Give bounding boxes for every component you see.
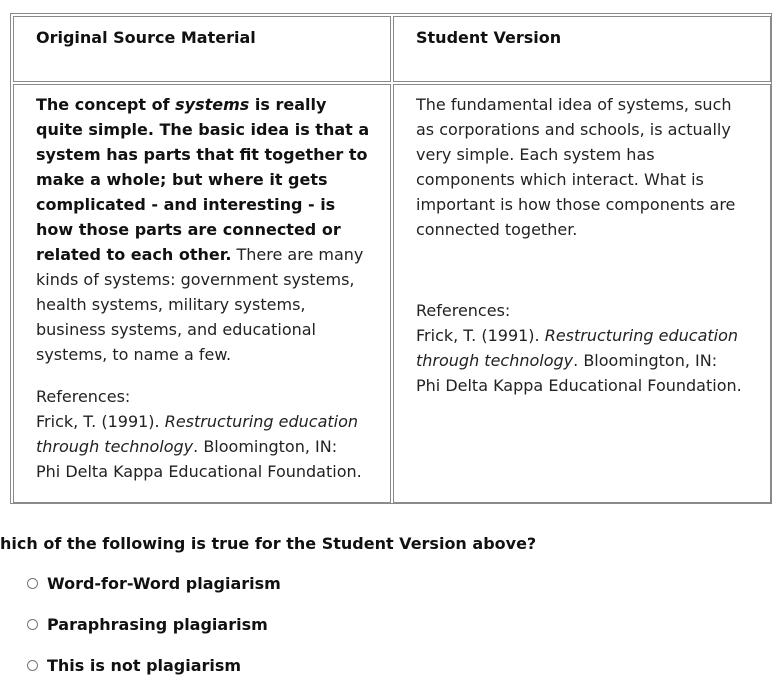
references-label: References: — [416, 301, 511, 320]
original-line — [36, 217, 376, 242]
reference-place: . Bloomington, IN: — [573, 351, 718, 370]
text-segment: how those parts are connected or — [36, 220, 341, 239]
text-segment: health systems, military systems, — [36, 295, 306, 314]
text-segment: is really — [249, 95, 327, 114]
student-line: as corporations and schools, is actually — [416, 120, 731, 139]
text-segment: There are many — [231, 245, 364, 264]
references-label: References: — [36, 387, 131, 406]
student-references — [416, 298, 751, 398]
reference-author: Frick, T. (1991). — [36, 412, 165, 431]
reference-place: . Bloomington, IN: — [193, 437, 338, 456]
student-line: important is how those components are — [416, 195, 736, 214]
reference-line-3: Phi Delta Kappa Educational Foundation. — [416, 376, 742, 395]
option-not-plagiarism[interactable] — [27, 653, 241, 678]
original-line — [36, 242, 376, 267]
student-line: very simple. Each system has — [416, 145, 655, 164]
text-segment: make a whole; but where it gets — [36, 170, 328, 189]
text-segment: system has parts that fit together to — [36, 145, 368, 164]
reference-title-part-2: through technology — [36, 437, 194, 456]
comparison-table — [10, 13, 772, 504]
original-line — [36, 267, 376, 292]
original-line — [36, 117, 376, 142]
text-segment: systems — [175, 95, 250, 114]
option-paraphrasing[interactable] — [27, 612, 268, 637]
reference-title-part-1: Restructuring education — [164, 412, 359, 431]
student-line: connected together. — [416, 220, 578, 239]
option-label[interactable]: This is not plagiarism — [47, 656, 242, 675]
original-line — [36, 167, 376, 192]
option-label[interactable]: Word-for-Word plagiarism — [47, 574, 281, 593]
reference-line-2 — [36, 434, 376, 459]
original-paragraph — [36, 92, 376, 367]
header-cell-student — [393, 16, 771, 82]
student-line: components which interact. What is — [416, 170, 704, 189]
original-line — [36, 317, 376, 342]
option-word-for-word[interactable] — [27, 571, 281, 596]
text-segment: The concept of — [36, 95, 176, 114]
original-source-cell — [13, 84, 391, 503]
student-version-cell — [393, 84, 771, 503]
reference-title-part-1: Restructuring education — [544, 326, 739, 345]
original-line — [36, 342, 376, 367]
original-line — [36, 292, 376, 317]
original-line — [36, 192, 376, 217]
header-cell-original — [13, 16, 391, 82]
reference-author: Frick, T. (1991). — [416, 326, 545, 345]
student-version-text — [416, 92, 751, 398]
text-segment: complicated - and interesting - is — [36, 195, 336, 214]
original-references — [36, 384, 376, 484]
radio-button[interactable] — [27, 619, 38, 630]
original-source-text — [36, 92, 376, 484]
question-prompt: hich of the following is true for the Student Version above? — [0, 534, 537, 553]
radio-button[interactable] — [27, 578, 38, 589]
original-line — [36, 92, 376, 117]
text-segment: quite simple. The basic idea is that a — [36, 120, 370, 139]
original-line — [36, 142, 376, 167]
header-original: Original Source Material — [36, 28, 256, 47]
text-segment: systems, to name a few. — [36, 345, 232, 364]
radio-button[interactable] — [27, 660, 38, 671]
reference-title-part-2: through technology — [416, 351, 574, 370]
reference-line-2 — [416, 348, 751, 373]
reference-line-3: Phi Delta Kappa Educational Foundation. — [36, 462, 362, 481]
text-segment: business systems, and educational — [36, 320, 316, 339]
student-line: The fundamental idea of systems, such — [416, 95, 732, 114]
header-student: Student Version — [416, 28, 562, 47]
reference-line-1 — [416, 323, 751, 348]
text-segment: kinds of systems: government systems, — [36, 270, 355, 289]
student-paragraph — [416, 92, 751, 242]
reference-line-1 — [36, 409, 376, 434]
text-segment: related to each other. — [36, 245, 232, 264]
option-label[interactable]: Paraphrasing plagiarism — [47, 615, 268, 634]
